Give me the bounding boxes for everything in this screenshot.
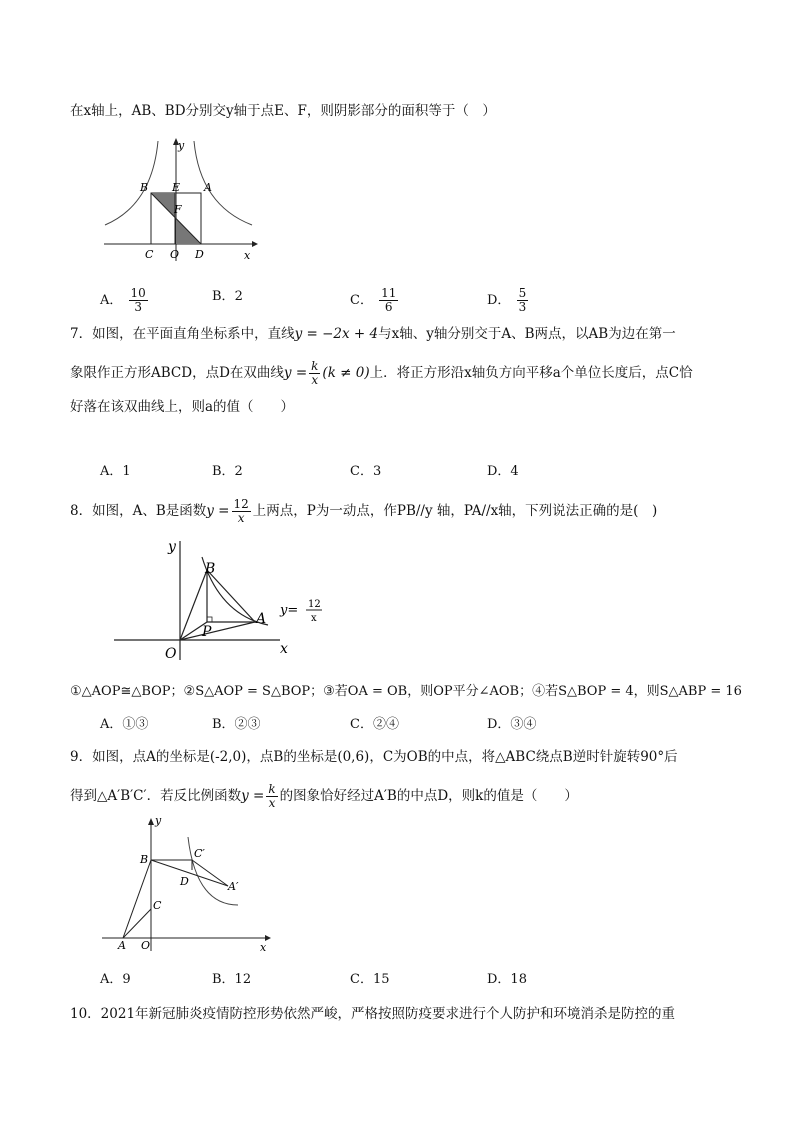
q6-option-b[interactable]: B．2	[212, 289, 243, 304]
q7-line-2: 象限作正方形ABCD，点D在双曲线y = $\frac{k}{x}$ (k ≠ 0)上．将正方形沿x轴负方向平移a个单位长度后，点C恰	[70, 359, 693, 387]
q6-label-d: D	[195, 248, 204, 261]
q8-label-x: x	[280, 641, 288, 657]
q6-option-c[interactable]: C． $\frac{11}{6}$	[350, 286, 397, 314]
q8-option-c[interactable]: C．②④	[350, 717, 399, 732]
q6-label-o: O	[170, 248, 180, 261]
q6-label-b: B	[140, 181, 149, 194]
q9-option-a[interactable]: A．9	[100, 972, 131, 987]
q6-option-a-fraction: $\frac{10}{3}$	[130, 286, 146, 314]
q7-fraction: $\frac{k}{x}$	[311, 359, 319, 387]
q6-option-c-fraction: $\frac{11}{6}$	[381, 286, 397, 314]
q9-option-c[interactable]: C．15	[350, 972, 390, 987]
q8-func-den: x	[311, 613, 317, 624]
q8-label-p: P	[202, 624, 212, 640]
q6-label-y: y	[178, 139, 185, 152]
q8-statements: ①△AOP≅△BOP；②S△AOP = S△BOP；③若OA = OB，则OP平分∠AOB；④若S△BOP = 4，则S△ABP = 16	[70, 684, 742, 699]
q8-option-d[interactable]: D．③④	[487, 717, 537, 732]
q8-func-lhs: y=	[280, 603, 299, 618]
q8-label-o: O	[165, 646, 177, 662]
q9-option-b[interactable]: B．12	[212, 972, 252, 987]
q6-label-e: E	[172, 181, 181, 194]
q9-label-b: B	[140, 853, 149, 866]
q6-text: 在x轴上，AB、BD分别交y轴于点E、F，则阴影部分的面积等于（ ）	[70, 103, 496, 119]
q9-line-2: 得到△A′B′C′．若反比例函数y = $\frac{k}{x}$ 的图象恰好经过A′B的中点D，则k的值是（ ）	[70, 782, 578, 810]
q7-option-b[interactable]: B．2	[212, 464, 243, 479]
q9-label-aprime: A′	[228, 880, 239, 893]
q7-line-1: 7．如图，在平面直角坐标系中，直线y = −2x + 4与x轴、y轴分别交于A、B两点，以AB为边在第一	[70, 326, 676, 342]
q9-label-a: A	[118, 939, 126, 952]
q9-line-1: 9．如图，点A的坐标是(-2,0)，点B的坐标是(0,6)，C为OB的中点，将△ABC绕点B逆时针旋转90°后	[70, 749, 678, 765]
q10-line-1: 10．2021年新冠肺炎疫情防控形势依然严峻，严格按照防疫要求进行个人防护和环境消杀是防控的重	[70, 1006, 676, 1022]
q8-option-a[interactable]: A．①③	[100, 717, 149, 732]
q8-figure	[110, 535, 350, 665]
q6-label-x: x	[244, 249, 251, 262]
q6-option-d[interactable]: D． $\frac{5}{3}$	[487, 286, 527, 314]
q9-label-c: C	[153, 899, 162, 912]
q9-label-o: O	[141, 939, 151, 952]
q6-label-a: A	[204, 181, 212, 194]
q9-label-cprime: C′	[194, 847, 205, 860]
q9-label-x: x	[260, 941, 267, 954]
q9-option-d[interactable]: D．18	[487, 972, 527, 987]
q6-option-a[interactable]: A． $\frac{10}{3}$	[100, 286, 146, 314]
q9-label-y: y	[155, 815, 162, 827]
q8-line-1: 8．如图，A、B是函数y = $\frac{12}{x}$ 上两点，P为一动点，作PB//y 轴，PA//x轴，下列说法正确的是( )	[70, 497, 658, 525]
q6-option-d-fraction: $\frac{5}{3}$	[518, 286, 527, 314]
q8-label-a: A	[256, 611, 267, 627]
q8-label-b: B	[205, 561, 216, 577]
q7-line-3: 好落在该双曲线上，则a的值（ ）	[70, 399, 295, 415]
q8-fraction: $\frac{12}{x}$	[233, 497, 249, 525]
q8-option-b[interactable]: B．②③	[212, 717, 261, 732]
q6-label-f: F	[174, 203, 182, 216]
q8-label-y: y	[168, 539, 176, 555]
q7-option-a[interactable]: A．1	[100, 464, 131, 479]
q7-option-d[interactable]: D．4	[487, 464, 519, 479]
q9-label-d: D	[180, 875, 189, 888]
q9-fraction: $\frac{k}{x}$	[268, 782, 276, 810]
q6-label-c: C	[145, 248, 154, 261]
q9-figure	[100, 815, 275, 955]
q7-option-c[interactable]: C．3	[350, 464, 382, 479]
q6-figure	[100, 135, 260, 265]
q8-func-num: 12	[308, 599, 321, 610]
